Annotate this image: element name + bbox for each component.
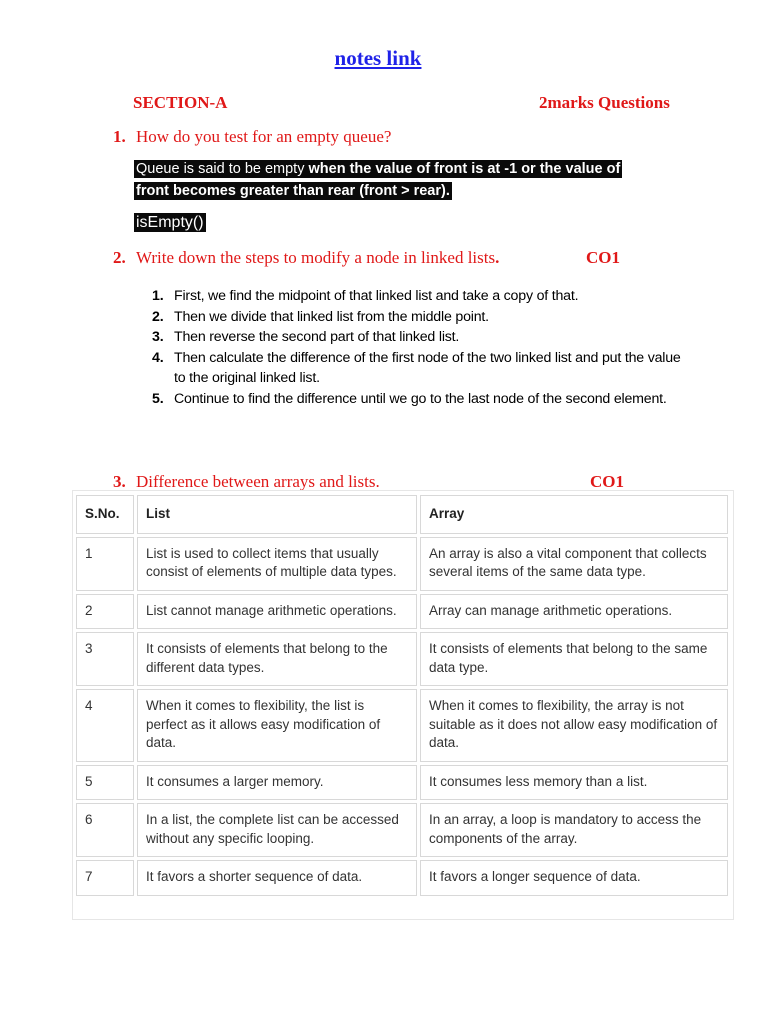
cell-sno: 4	[76, 689, 134, 762]
header-array: Array	[420, 495, 728, 534]
cell-sno: 7	[76, 860, 134, 896]
cell-array: It favors a longer sequence of data.	[420, 860, 728, 896]
cell-array: It consists of elements that belong to the same data type.	[420, 632, 728, 686]
q1-code: isEmpty()	[136, 214, 204, 231]
table-row	[76, 594, 728, 630]
cell-list: It consists of elements that belong to the different data types.	[137, 632, 417, 686]
header-sno: S.No.	[76, 495, 134, 534]
cell-sno: 3	[76, 632, 134, 686]
list-item: 4. Then calculate the difference of the first node of the two linked list and put the value to the original linked list.	[152, 349, 681, 386]
cell-array: An array is also a vital component that collects several items of the same data type.	[420, 537, 728, 591]
comparison-table	[73, 492, 731, 899]
cell-array: Array can manage arithmetic operations.	[420, 594, 728, 630]
cell-list: It favors a shorter sequence of data.	[137, 860, 417, 896]
q2-co: CO1	[586, 248, 620, 267]
cell-sno: 2	[76, 594, 134, 630]
table-header-row	[76, 495, 728, 534]
cell-list: It consumes a larger memory.	[137, 765, 417, 801]
list-item: 2. Then we divide that linked list from the middle point.	[152, 308, 489, 325]
table-row	[76, 689, 728, 762]
table-row	[76, 537, 728, 591]
cell-list: List cannot manage arithmetic operations.	[137, 594, 417, 630]
marks-label: 2marks Questions	[539, 93, 670, 112]
answer-highlight: Queue is said to be empty when the value of front is at -1 or the value of	[136, 161, 621, 177]
q1-number: 1.	[113, 127, 126, 146]
table-row	[76, 803, 728, 857]
cell-sno: 1	[76, 537, 134, 591]
cell-sno: 5	[76, 765, 134, 801]
cell-array: It consumes less memory than a list.	[420, 765, 728, 801]
list-item: 3. Then reverse the second part of that linked list.	[152, 329, 460, 345]
q3-number: 3.	[113, 472, 126, 491]
cell-list: In a list, the complete list can be accessed without any specific looping.	[137, 803, 417, 857]
q2-number: 2.	[113, 248, 126, 267]
q3-co: CO1	[590, 472, 624, 491]
table-row	[76, 632, 728, 686]
cell-list: List is used to collect items that usually consist of elements of multiple data types.	[137, 537, 417, 591]
cell-list: When it comes to flexibility, the list is perfect as it allows easy modification of data.	[137, 689, 417, 762]
q2-text: Write down the steps to modify a node in linked lists.	[136, 248, 500, 267]
table-row	[76, 860, 728, 896]
notes-link[interactable]: notes link	[334, 46, 422, 70]
cell-array: When it comes to flexibility, the array is not suitable as it does not allow easy modification of data.	[420, 689, 728, 762]
q1-answer: Queue is said to be empty when the value of front is at -1 or the value of front becomes greater than rear (front > rear).	[136, 161, 621, 199]
steps-list	[150, 286, 690, 409]
list-item: 1. First, we find the midpoint of that linked list and take a copy of that.	[152, 288, 579, 304]
cell-array: In an array, a loop is mandatory to access the components of the array.	[420, 803, 728, 857]
q1-text: How do you test for an empty queue?	[136, 127, 392, 146]
cell-sno: 6	[76, 803, 134, 857]
q3-text: Difference between arrays and lists.	[136, 472, 380, 491]
section-label: SECTION-A	[133, 93, 228, 112]
table-row	[76, 765, 728, 801]
header-list: List	[137, 495, 417, 534]
list-item: 5. Continue to find the difference until we go to the last node of the second element.	[152, 390, 667, 407]
